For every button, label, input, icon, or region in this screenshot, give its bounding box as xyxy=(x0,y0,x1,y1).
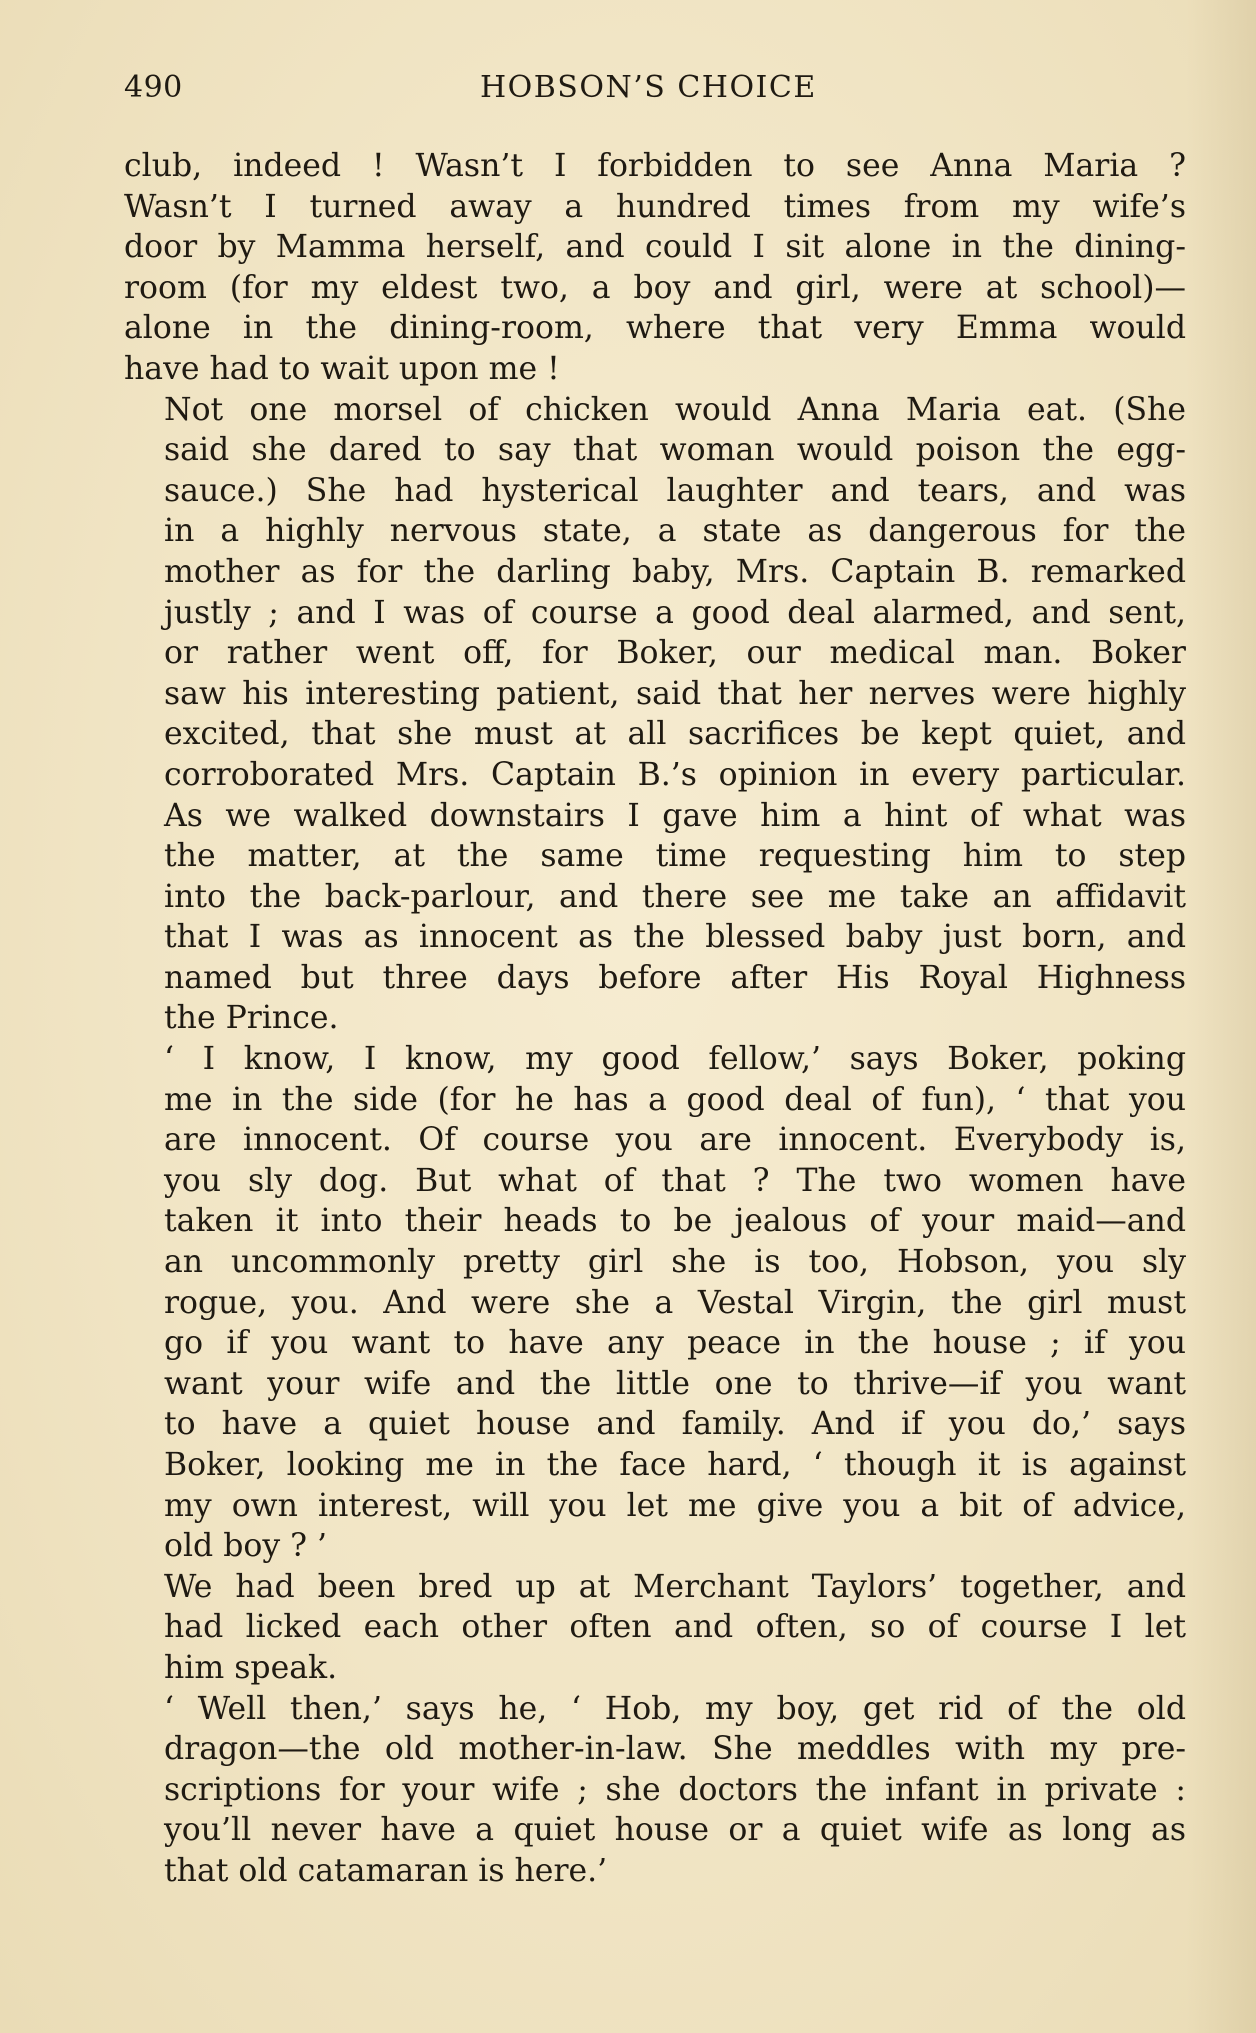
text-line: ‘ Well then,’ says he, ‘ Hob, my boy, get rid of the old xyxy=(164,1690,1186,1727)
text-line: old boy ? ’ xyxy=(164,1528,328,1565)
body-text xyxy=(124,146,1186,1892)
text-line: Boker, looking me in the face hard, ‘ though it is against xyxy=(164,1447,1186,1483)
text-line: had licked each other often and often, so of course I let xyxy=(164,1609,1186,1646)
paragraph-5 xyxy=(124,1689,1186,1892)
page-number: 490 xyxy=(124,70,183,105)
text-line: the Prince. xyxy=(164,1000,339,1037)
text-line: room (for my eldest two, a boy and girl, were at school)— xyxy=(124,269,1186,306)
text-line: rogue, you. And were she a Vestal Virgin, the girl must xyxy=(164,1284,1186,1321)
text-line: you’ll never have a quiet house or a quiet wife as long as xyxy=(164,1812,1186,1849)
paragraph-4 xyxy=(124,1567,1186,1689)
text-line: or rather went off, for Boker, our medical man. Boker xyxy=(164,635,1186,672)
text-line: my own interest, will you let me give you a bit of advice, xyxy=(164,1487,1186,1524)
text-line: me in the side (for he has a good deal of fun), ‘ that you xyxy=(164,1081,1186,1118)
paragraph-3 xyxy=(124,1039,1186,1567)
text-line: We had been bred up at Merchant Taylors’ together, and xyxy=(164,1568,1186,1605)
text-line: saw his interesting patient, said that her nerves were highly xyxy=(164,675,1186,712)
text-line: sauce.) She had hysterical laughter and tears, and was xyxy=(164,472,1186,509)
text-line: club, indeed ! Wasn’t I forbidden to see Anna Maria ? xyxy=(124,148,1186,184)
text-line: that old catamaran is here.’ xyxy=(164,1852,608,1889)
text-line: into the back-parlour, and there see me take an affidavit xyxy=(164,878,1186,915)
text-line: excited, that she must at all sacrifices be kept quiet, and xyxy=(164,716,1186,753)
paragraph-2 xyxy=(124,390,1186,1040)
text-line: Wasn’t I turned away a hundred times from my wife’s xyxy=(124,188,1186,225)
text-line: justly ; and I was of course a good deal alarmed, and sent, xyxy=(164,594,1186,631)
text-line: that I was as innocent as the blessed baby just born, and xyxy=(164,919,1186,956)
text-line: said she dared to say that woman would poison the egg- xyxy=(164,432,1186,469)
text-line: mother as for the darling baby, Mrs. Captain B. remarked xyxy=(164,553,1186,590)
text-line: alone in the dining-room, where that very Emma would xyxy=(124,310,1186,347)
text-line: go if you want to have any peace in the house ; if you xyxy=(164,1325,1186,1362)
text-line: have had to wait upon me ! xyxy=(124,350,560,387)
text-line: are innocent. Of course you are innocent. Everybody is, xyxy=(164,1122,1186,1159)
text-line: the matter, at the same time requesting him to step xyxy=(164,838,1186,875)
paragraph-1 xyxy=(124,146,1186,390)
text-line: scriptions for your wife ; she doctors the infant in private : xyxy=(164,1771,1186,1808)
page-header xyxy=(124,70,1184,116)
text-line: ‘ I know, I know, my good fellow,’ says Boker, poking xyxy=(164,1041,1186,1078)
running-title: HOBSON’S CHOICE xyxy=(480,70,817,105)
text-line: in a highly nervous state, a state as dangerous for the xyxy=(164,513,1186,550)
text-line: want your wife and the little one to thrive—if you want xyxy=(164,1365,1186,1402)
text-line: taken it into their heads to be jealous of your maid—and xyxy=(164,1203,1186,1240)
text-line: you sly dog. But what of that ? The two women have xyxy=(164,1162,1186,1199)
text-line: Not one morsel of chicken would Anna Maria eat. (She xyxy=(164,391,1186,428)
text-line: door by Mamma herself, and could I sit alone in the dining- xyxy=(124,229,1186,266)
text-line: named but three days before after His Royal Highness xyxy=(164,959,1186,996)
text-line: to have a quiet house and family. And if you do,’ says xyxy=(164,1406,1186,1443)
text-line: As we walked downstairs I gave him a hint of what was xyxy=(164,797,1186,834)
text-line: an uncommonly pretty girl she is too, Hobson, you sly xyxy=(164,1244,1186,1281)
text-line: him speak. xyxy=(164,1649,338,1686)
text-line: dragon—the old mother-in-law. She meddles with my pre- xyxy=(164,1731,1186,1768)
text-line: corroborated Mrs. Captain B.’s opinion in every particular. xyxy=(164,756,1186,793)
